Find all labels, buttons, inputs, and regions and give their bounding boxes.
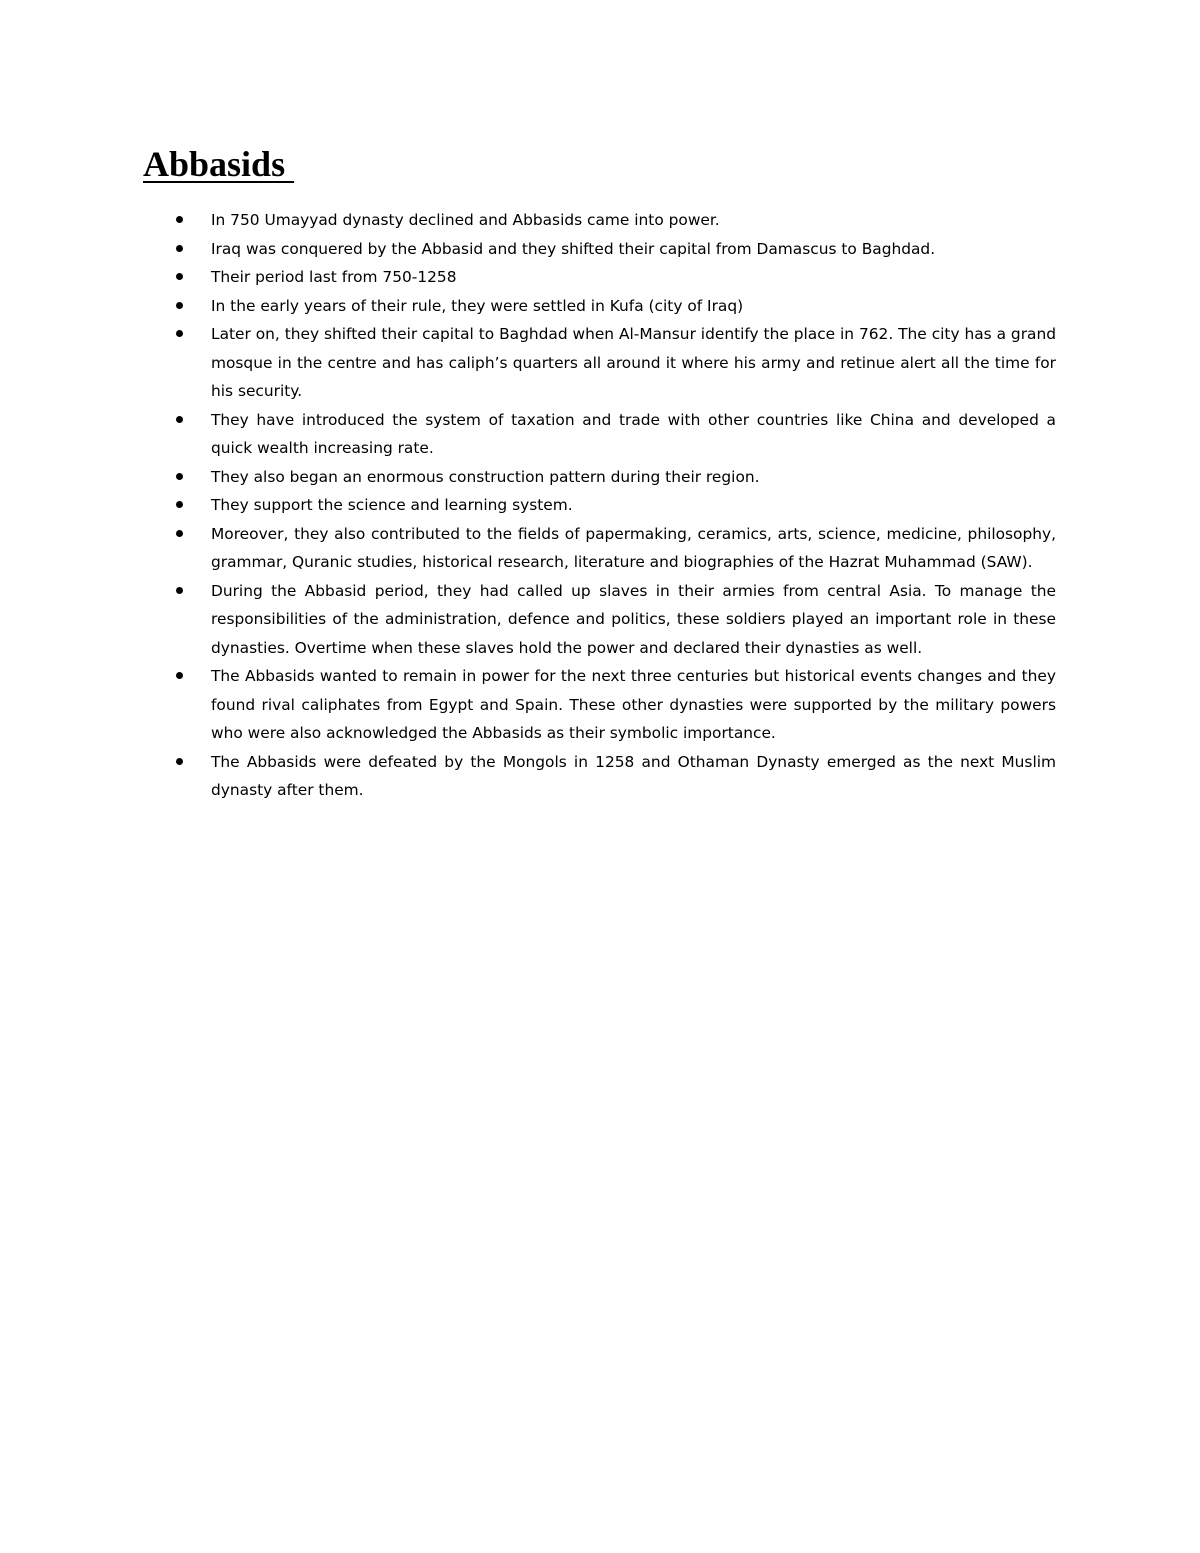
list-item — [176, 263, 1056, 292]
bullet-text: Iraq was conquered by the Abbasid and they shifted their capital from Damascus to Baghdad. — [211, 239, 936, 258]
bullet-text: They support the science and learning system. — [211, 496, 573, 514]
list-item — [176, 320, 1056, 406]
bullet-icon — [176, 245, 183, 252]
bullet-icon — [176, 758, 183, 765]
list-item — [176, 577, 1056, 663]
bullet-icon — [176, 530, 183, 537]
bullet-list — [176, 206, 1056, 805]
bullet-text: Later on, they shifted their capital to Baghdad when Al-Mansur identify the place in 762. The city has a grand mosque in the centre and has caliph’s quarters all around it where his army and retinue alert all the time for his security. — [211, 325, 1056, 400]
bullet-icon — [176, 501, 183, 508]
bullet-text: They have introduced the system of taxation and trade with other countries like China and developed a quick wealth increasing rate. — [211, 410, 1056, 457]
list-item — [176, 662, 1056, 748]
list-item — [176, 206, 1056, 235]
bullet-icon — [176, 216, 183, 223]
bullet-text: The Abbasids were defeated by the Mongols in 1258 and Othaman Dynasty emerged as the next Muslim dynasty after them. — [211, 752, 1056, 799]
list-item — [176, 520, 1056, 577]
bullet-icon — [176, 273, 183, 280]
list-item — [176, 463, 1056, 492]
list-item — [176, 235, 1056, 264]
bullet-text: They also began an enormous construction pattern during their region. — [211, 467, 760, 486]
bullet-icon — [176, 587, 183, 594]
bullet-text: Their period last from 750-1258 — [211, 268, 457, 286]
bullet-icon — [176, 672, 183, 679]
list-item — [176, 491, 1056, 520]
bullet-text: During the Abbasid period, they had called up slaves in their armies from central Asia. To manage the responsibilities of the administration, defence and politics, these soldiers played an important role in these dynasties. Overtime when these slaves hold the power and declared their dynasties as well. — [211, 581, 1056, 657]
bullet-text: In 750 Umayyad dynasty declined and Abbasids came into power. — [211, 211, 720, 229]
bullet-text: In the early years of their rule, they were settled in Kufa (city of Iraq) — [211, 296, 744, 315]
page-title: Abbasids — [143, 144, 295, 184]
bullet-text: The Abbasids wanted to remain in power for the next three centuries but historical events changes and they found rival caliphates from Egypt and Spain. These other dynasties were supported by the military powers who were also acknowledged the Abbasids as their symbolic importance. — [211, 667, 1056, 742]
bullet-text: Moreover, they also contributed to the fields of papermaking, ceramics, arts, science, medicine, philosophy, grammar, Quranic studies, historical research, literature and biographies of the Hazrat Muhammad (SAW). — [211, 524, 1056, 571]
list-item — [176, 748, 1056, 805]
bullet-icon — [176, 473, 183, 480]
bullet-icon — [176, 302, 183, 309]
list-item — [176, 406, 1056, 463]
list-item — [176, 292, 1056, 321]
bullet-icon — [176, 330, 183, 337]
bullet-icon — [176, 416, 183, 423]
